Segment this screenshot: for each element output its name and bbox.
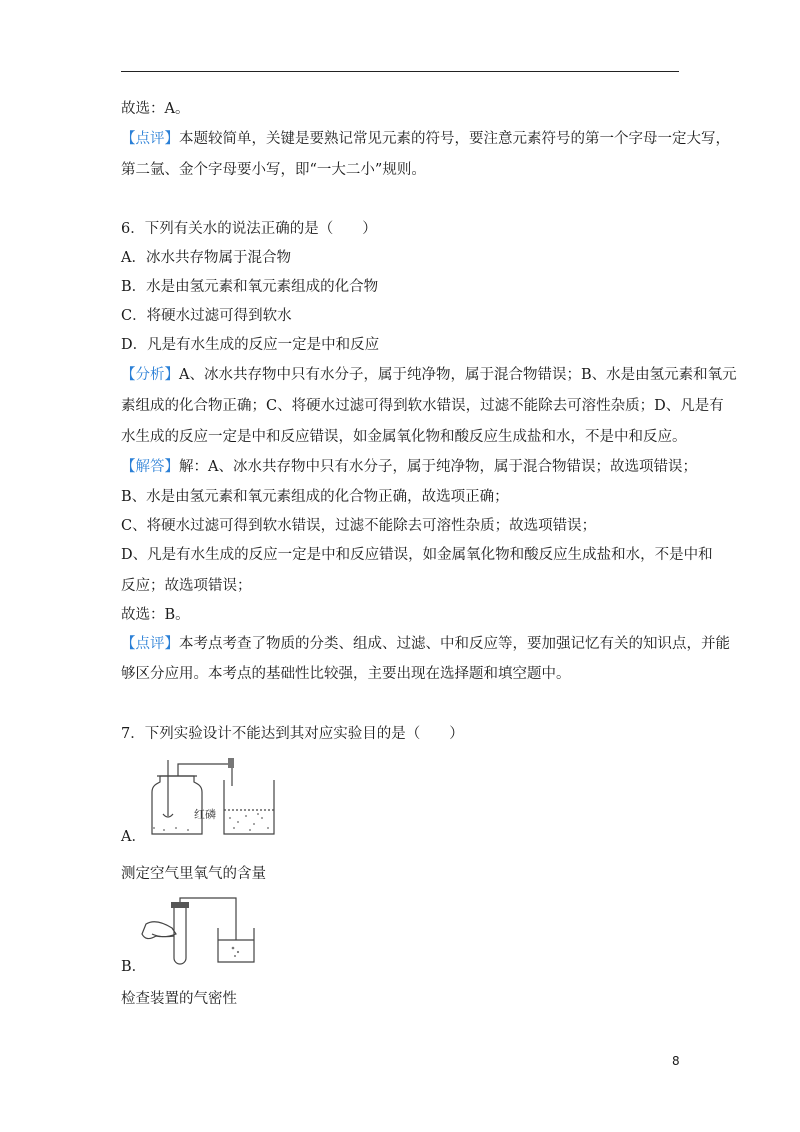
q7-option-a-letter: A．: [121, 829, 146, 845]
q5-comment: [121, 129, 730, 149]
q7-option-b-caption: 检查装置的气密性: [121, 991, 237, 1007]
q6-analysis-l1: A、冰水共存物中只有水分子，属于纯净物，属于混合物错误；B、水是由氢元素和氧元: [179, 367, 737, 383]
q5-comment-l2: 第二氩、金个字母要小写，即“一大二小”规则。: [121, 162, 426, 178]
comment-tag: 【点评】: [121, 636, 179, 652]
bottle-shape: [152, 776, 202, 834]
q6-comment: [121, 634, 730, 654]
q6-comment-l1: 本考点考查了物质的分类、组成、过滤、中和反应等，要加强记忆有关的知识点，并能: [179, 636, 730, 652]
figure-a-apparatus: [140, 758, 280, 842]
q6-answer: 故选：B。: [121, 607, 190, 623]
q6-option-a: A．冰水共存物属于混合物: [121, 250, 291, 266]
q6-comment-l2: 够区分应用。本考点的基础性比较强，主要出现在选择题和填空题中。: [121, 666, 571, 682]
q5-comment-l1: 本题较简单，关键是要熟记常见元素的符号，要注意元素符号的第一个字母一定大写，: [179, 131, 730, 147]
q6-stem: 6．下列有关水的说法正确的是（ ）: [121, 221, 377, 237]
stopper-shape: [171, 902, 189, 908]
page-number: 8: [672, 1054, 680, 1068]
q6-solution-l4: D、凡是有水生成的反应一定是中和反应错误，如金属氧化物和酸反应生成盐和水，不是中和: [121, 547, 713, 563]
bubbles: [232, 947, 239, 957]
q6-solution-l2: B、水是由氢元素和氧元素组成的化合物正确，故选项正确；: [121, 489, 509, 505]
q6-solution-l5: 反应；故选项错误；: [121, 578, 252, 594]
q6-analysis: [121, 365, 737, 385]
q6-solution-l3: C、将硬水过滤可得到软水错误，过滤不能除去可溶性杂质；故选项错误；: [121, 518, 597, 534]
solution-tag: 【解答】: [121, 459, 179, 475]
header-rule: [121, 71, 679, 72]
q6-option-d: D．凡是有水生成的反应一定是中和反应: [121, 337, 380, 353]
q6-solution: [121, 457, 697, 477]
analysis-tag: 【分析】: [121, 367, 179, 383]
q6-option-c: C．将硬水过滤可得到软水: [121, 308, 292, 324]
q7-option-a-caption: 测定空气里氧气的含量: [121, 866, 266, 882]
q6-option-b: B．水是由氢元素和氧元素组成的化合物: [121, 279, 379, 295]
figure-a-label: 红磷: [194, 808, 216, 821]
q6-solution-l1: 解：A、冰水共存物中只有水分子，属于纯净物，属于混合物错误；故选项错误；: [179, 459, 697, 475]
clamp-shape: [228, 758, 234, 768]
q6-analysis-l3: 水生成的反应一定是中和反应错误，如金属氧化物和酸反应生成盐和水，不是中和反应。: [121, 429, 687, 445]
figure-b-apparatus: [140, 894, 260, 968]
comment-tag: 【点评】: [121, 131, 179, 147]
q5-answer: 故选：A。: [121, 101, 190, 117]
q7-stem: 7．下列实验设计不能达到其对应实验目的是（ ）: [121, 726, 464, 742]
q7-option-b-letter: B．: [121, 959, 147, 975]
q6-analysis-l2: 素组成的化合物正确；C、将硬水过滤可得到软水错误，过滤不能除去可溶性杂质；D、凡是有: [121, 398, 724, 414]
